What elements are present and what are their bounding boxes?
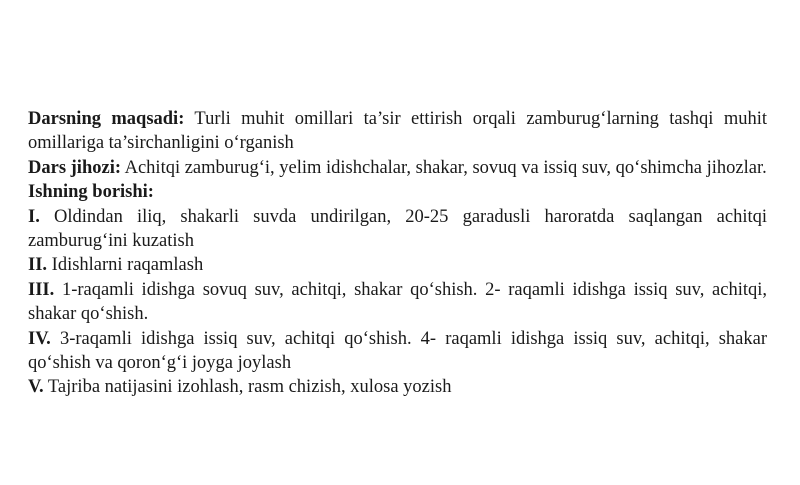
step-text: Oldindan iliq, shakarli suvda undirilgan, 20-25 garadusli haroratda saqlangan achitqi zamburug‘ini kuzatish bbox=[28, 206, 768, 252]
step-text: Idishlarni raqamlash bbox=[51, 255, 204, 276]
procedure-step bbox=[28, 327, 767, 376]
step-number: V. bbox=[28, 377, 44, 398]
step-text: Tajriba natijasini izohlash, rasm chizish, xulosa yozish bbox=[47, 377, 452, 398]
lesson-equipment-text: Achitqi zamburug‘i, yelim idishchalar, shakar, sovuq va issiq suv, qo‘shimcha jihozlar. bbox=[124, 157, 767, 178]
lesson-goal bbox=[28, 107, 767, 156]
lesson-equipment-label: Dars jihozi: bbox=[28, 157, 121, 178]
procedure-step bbox=[28, 253, 767, 277]
step-number: II. bbox=[28, 255, 48, 276]
procedure-step bbox=[28, 375, 767, 399]
lesson-goal-label: Darsning maqsadi: bbox=[28, 109, 185, 129]
step-text: 1-raqamli idishga sovuq suv, achitqi, shakar qo‘shish. 2- raqamli idishga issiq suv, achitqi, shakar qo‘shish. bbox=[28, 279, 767, 325]
step-number: IV. bbox=[28, 328, 51, 349]
lesson-document bbox=[28, 107, 767, 400]
procedure-heading: Ishning borishi: bbox=[28, 182, 154, 203]
procedure-step bbox=[28, 278, 767, 327]
lesson-equipment bbox=[28, 156, 767, 180]
lesson-goal-text: Turli muhit omillari ta’sir ettirish orqali zamburug‘larning tashqi muhit omillariga ta’sirchanligini o‘rganish bbox=[28, 109, 767, 154]
procedure-step bbox=[28, 205, 767, 254]
step-number: III. bbox=[28, 279, 55, 300]
step-number: I. bbox=[28, 206, 40, 227]
step-text: 3-raqamli idishga issiq suv, achitqi qo‘shish. 4- raqamli idishga issiq suv, achitqi, shakar qo‘shish va qoron‘g‘i joyga joylash bbox=[28, 328, 768, 374]
